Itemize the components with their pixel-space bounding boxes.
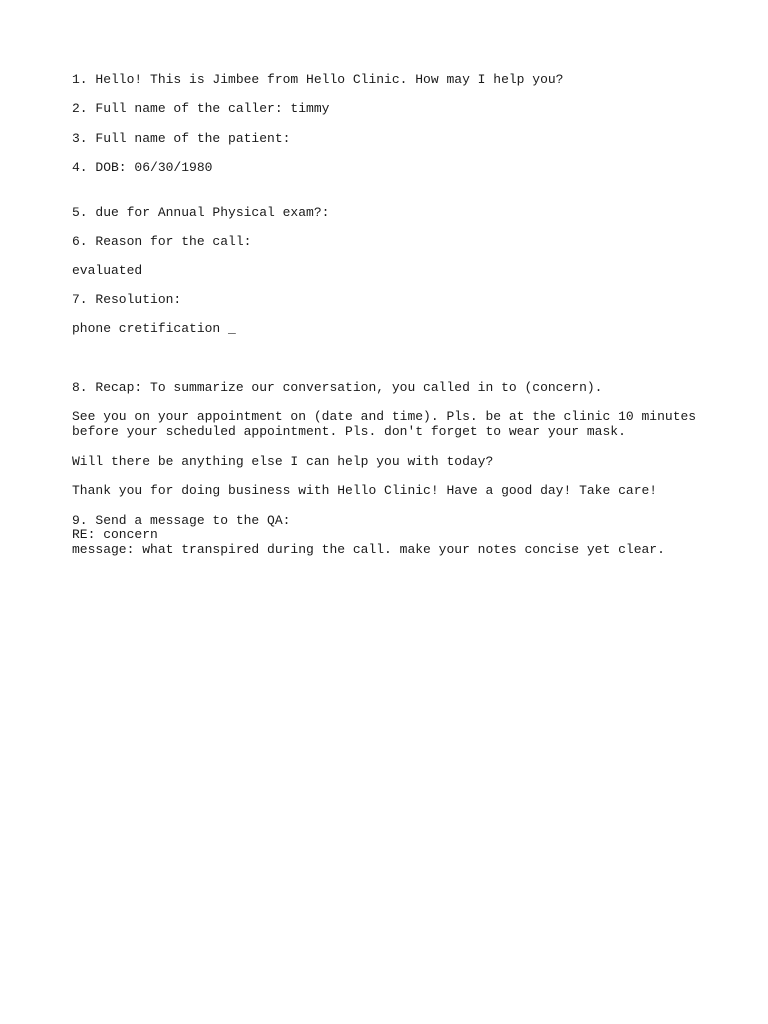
anything-else-line: Will there be anything else I can help you with today? (72, 454, 494, 469)
resolution-value: phone cretification _ (72, 321, 236, 336)
appointment-line-1: See you on your appointment on (date and time). Pls. be at the clinic 10 minutes (72, 409, 697, 424)
qa-label: 9. Send a message to the QA: (72, 513, 291, 528)
resolution-label: 7. Resolution: (72, 292, 182, 307)
greeting-line: 1. Hello! This is Jimbee from Hello Clinic. How may I help you? (72, 72, 564, 87)
annual-physical-line: 5. due for Annual Physical exam?: (72, 205, 330, 220)
recap-line: 8. Recap: To summarize our conversation, you called in to (concern). (72, 380, 603, 395)
reason-value: evaluated (72, 263, 143, 278)
thank-you-line: Thank you for doing business with Hello Clinic! Have a good day! Take care! (72, 483, 658, 498)
caller-name-line: 2. Full name of the caller: timmy (72, 101, 330, 116)
qa-re-line: RE: concern (72, 527, 158, 542)
qa-message-line: message: what transpired during the call. make your notes concise yet clear. (72, 542, 665, 557)
reason-label: 6. Reason for the call: (72, 234, 252, 249)
patient-name-line: 3. Full name of the patient: (72, 131, 291, 146)
dob-line: 4. DOB: 06/30/1980 (72, 160, 213, 175)
appointment-line-2: before your scheduled appointment. Pls. don't forget to wear your mask. (72, 424, 626, 439)
